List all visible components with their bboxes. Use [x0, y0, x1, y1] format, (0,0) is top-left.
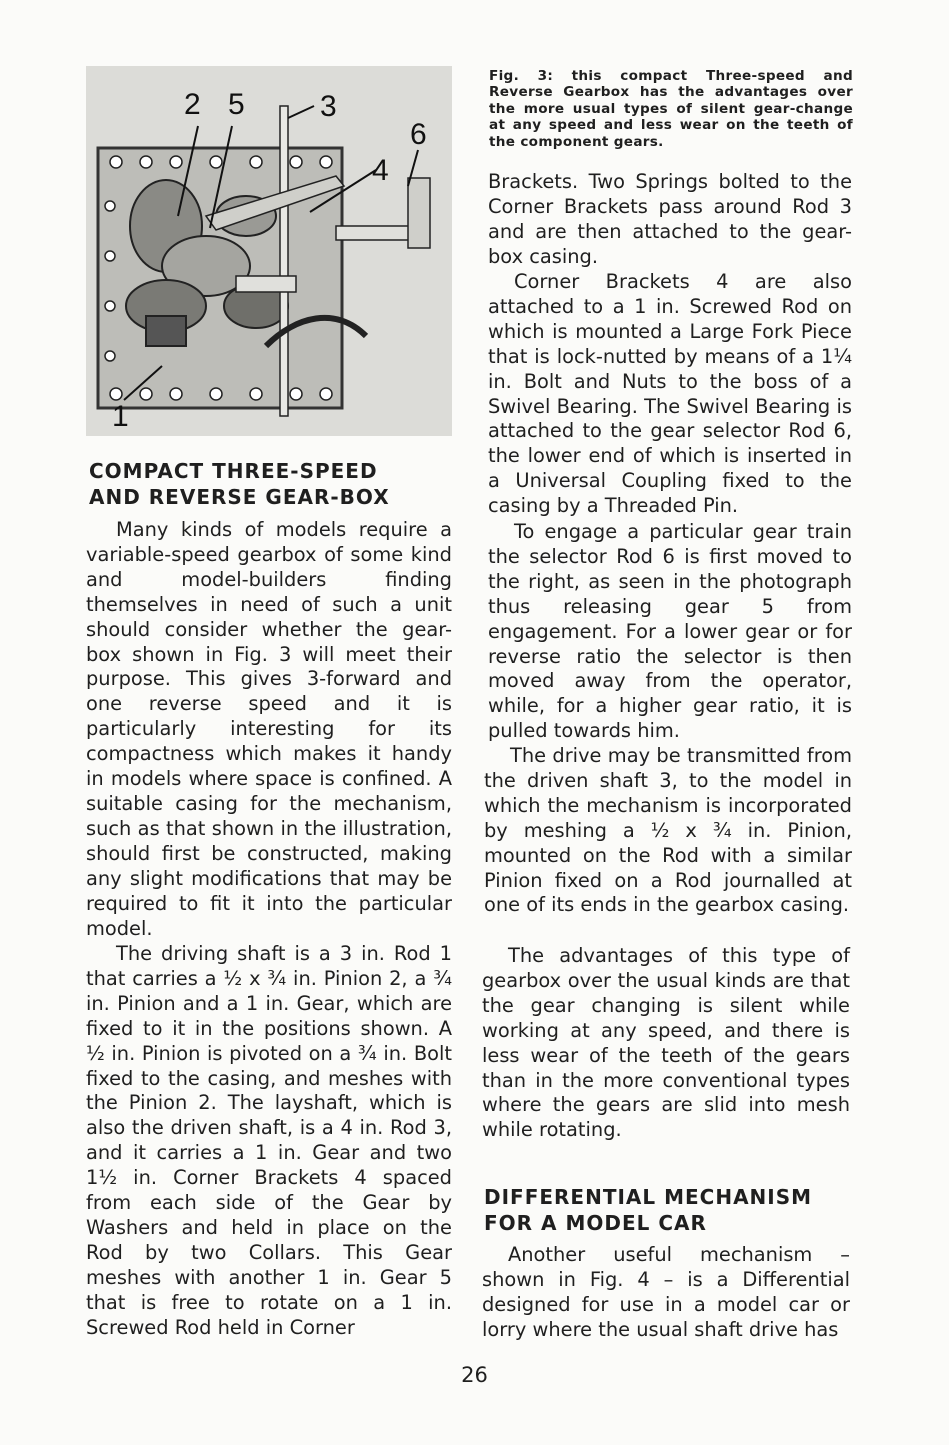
figure-caption: Fig. 3: this compact Three-speed and Reverse Gearbox has the advantages over the more usual types of silent gear-change at any speed and less wear on the teeth of the component gears. [489, 68, 853, 150]
section-heading-line2: AND REVERSE GEAR-BOX [89, 485, 390, 509]
paragraph: The driving shaft is a 3 in. Rod 1 that carries a ½ x ¾ in. Pinion 2, a ¾ in. Pinion and a 1 in. Gear, which are fixed to it in the positions shown. A ½ in. Pinion is pivoted on a ¾ in. Bolt fixed to the casing, and meshes with the Pinion 2. The layshaft, which is also the driven shaft, is a 4 in. Rod 3, and it carries a 1 in. Gear and two 1½ in. Corner Brackets 4 spaced from each side of the Gear by Washers and held in place on the Rod by two Collars. This Gear meshes with another 1 in. Gear 5 that is free to rotate on a 1 in. Screwed Rod held in Corner [86, 942, 452, 1339]
paragraph: Many kinds of models require a variable-speed gearbox of some kind and model-builders finding themselves in need of such a unit should consider whether the gear-box shown in Fig. 3 will meet their purpose. This gives 3-forward and one reverse speed and it is particularly interesting for its compactness which makes it handy in models where space is confined. A suitable casing for the mechanism, such as that shown in the illustration, should first be constructed, making any slight modifications that may be required to fit it into the particular model. [86, 518, 452, 940]
paragraph: To engage a particular gear train the selector Rod 6 is first moved to the right, as seen in the photograph thus releasing gear 5 from engagement. For a lower gear or for reverse ratio the selector is then moved away from the operator, while, for a higher gear ratio, it is pulled towards him. [488, 520, 852, 743]
figure-label-3: 3 [320, 90, 337, 123]
figure-label-1: 1 [112, 400, 129, 433]
gearbox-illustration [86, 66, 452, 436]
figure-label-6: 6 [410, 118, 427, 151]
figure-label-4: 4 [372, 154, 389, 187]
paragraph: The drive may be transmitted from the driven shaft 3, to the model in which the mechanism is incorporated by meshing a ½ x ¾ in. Pinion, mounted on the Rod with a similar Pinion fixed on a Rod journalled at one of its ends in the gearbox casing. [484, 744, 852, 917]
paragraph: Corner Brackets 4 are also attached to a 1 in. Screwed Rod on which is mounted a Large Fork Piece that is lock-nutted by means of a 1¼ in. Bolt and Nuts to the boss of a Swivel Bearing. The Swivel Bearing is attached to the gear selector Rod 6, the lower end of which is inserted in a Universal Coupling fixed to the casing by a Threaded Pin. [488, 270, 852, 518]
page-number: 26 [461, 1363, 488, 1387]
gearbox-photograph [86, 66, 452, 436]
paragraph: Brackets. Two Springs bolted to the Corner Brackets pass around Rod 3 and are then attached to the gear-box casing. [488, 170, 852, 268]
section-heading-line1: COMPACT THREE-SPEED [89, 459, 378, 483]
section2-heading-line1: DIFFERENTIAL MECHANISM [484, 1185, 813, 1209]
paragraph: Another useful mechanism – shown in Fig. 4 – is a Differential designed for use in a model car or lorry where the usual shaft drive has [482, 1243, 850, 1341]
figure-label-5: 5 [228, 88, 245, 121]
section2-heading-line2: FOR A MODEL CAR [484, 1211, 707, 1235]
figure-label-2: 2 [184, 88, 201, 121]
paragraph: The advantages of this type of gearbox over the usual kinds are that the gear changing is silent while working at any speed, and there is less wear of the teeth of the gears than in the more conventional types where the gears are slid into mesh while rotating. [482, 944, 850, 1142]
